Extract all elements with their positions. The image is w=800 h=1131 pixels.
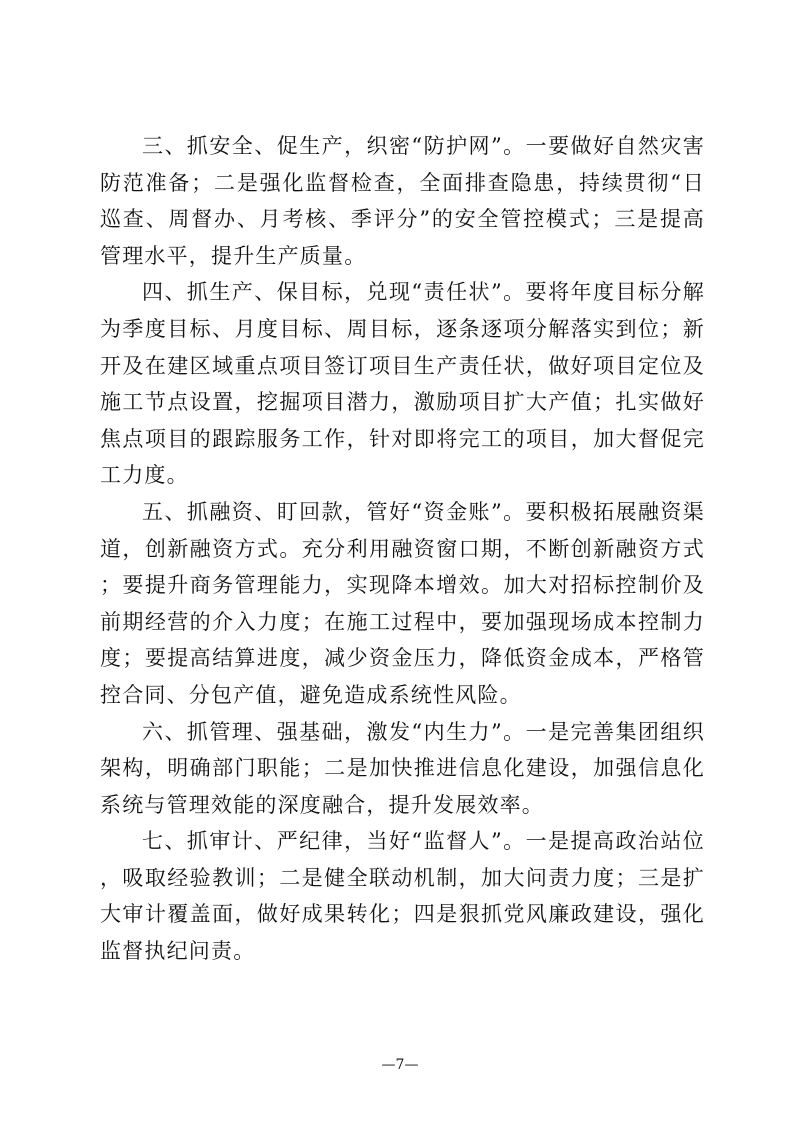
paragraph-financing: 五、抓融资、盯回款，管好“资金账”。要积极拓展融资渠道，创新融资方式。充分利用融资窗口期，不断创新融资方式；要提升商务管理能力，实现降本增效。加大对招标控制价及前期经营的介入力度；在施工过程中，要加强现场成本控制力度；要提高结算进度，减少资金压力，降低资金成本，严格管控合同、分包产值，避免造成系统性风险。 bbox=[100, 499, 705, 707]
paragraph-production: 四、抓生产、保目标，兑现“责任状”。要将年度目标分解为季度目标、月度目标、周目标，逐条逐项分解落实到位；新开及在建区域重点项目签订项目生产责任状，做好项目定位及施工节点设置，挖掘项目潜力，激励项目扩大产值；扎实做好焦点项目的跟踪服务工作，针对即将完工的项目，加大督促完工力度。 bbox=[100, 280, 705, 488]
paragraph-management: 六、抓管理、强基础，激发“内生力”。一是完善集团组织架构，明确部门职能；二是加快推进信息化建设，加强信息化系统与管理效能的深度融合，提升发展效率。 bbox=[100, 719, 705, 817]
page-number: —7— bbox=[381, 1057, 419, 1073]
paragraph-safety: 三、抓安全、促生产，织密“防护网”。一要做好自然灾害防范准备；二是强化监督检查，全面排查隐患，持续贯彻“日巡查、周督办、月考核、季评分”的安全管控模式；三是提高管理水平，提升生产质量。 bbox=[100, 134, 705, 268]
document-body bbox=[100, 128, 705, 970]
paragraph-audit: 七、抓审计、严纪律，当好“监督人”。一是提高政治站位，吸取经验教训；二是健全联动机制，加大问责力度；三是扩大审计覆盖面，做好成果转化；四是狠抓党风廉政建设，强化监督执纪问责。 bbox=[100, 829, 705, 964]
